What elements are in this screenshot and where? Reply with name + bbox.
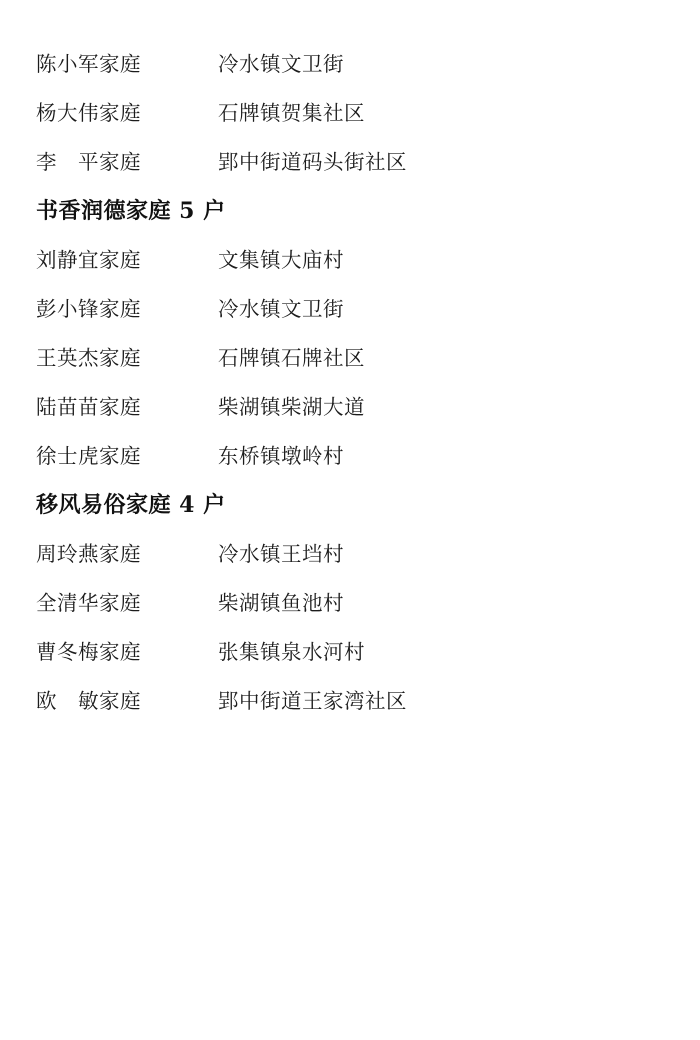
entry-location: 柴湖镇鱼池村 <box>218 591 344 615</box>
entry-family-name: 王英杰家庭 <box>36 346 141 370</box>
list-item <box>36 334 644 383</box>
entry-location: 石牌镇石牌社区 <box>218 346 365 370</box>
entry-family-name: 陆苗苗家庭 <box>36 395 141 419</box>
entry-family-name: 李 平家庭 <box>36 150 141 174</box>
entry-location: 文集镇大庙村 <box>218 248 344 272</box>
entry-family-name: 欧 敏家庭 <box>36 689 141 713</box>
list-item <box>36 383 644 432</box>
entry-location: 冷水镇文卫街 <box>218 297 344 321</box>
list-item <box>36 236 644 285</box>
entry-location: 冷水镇文卫街 <box>218 52 344 76</box>
list-item <box>36 285 644 334</box>
entry-family-name: 杨大伟家庭 <box>36 101 141 125</box>
entry-family-name: 曹冬梅家庭 <box>36 640 141 664</box>
entry-location: 冷水镇王垱村 <box>218 542 344 566</box>
entry-family-name: 徐士虎家庭 <box>36 444 141 468</box>
list-item <box>36 89 644 138</box>
section-heading: 书香润德家庭 5 户 <box>36 198 226 224</box>
entry-location: 石牌镇贺集社区 <box>218 101 365 125</box>
entry-family-name: 陈小军家庭 <box>36 52 141 76</box>
document-body <box>36 40 644 726</box>
entry-family-name: 周玲燕家庭 <box>36 542 141 566</box>
list-item <box>36 40 644 89</box>
section-heading: 移风易俗家庭 4 户 <box>36 492 226 518</box>
entry-family-name: 刘静宜家庭 <box>36 248 141 272</box>
entry-location: 东桥镇墩岭村 <box>218 444 344 468</box>
list-item <box>36 628 644 677</box>
list-item <box>36 432 644 481</box>
entry-family-name: 彭小锋家庭 <box>36 297 141 321</box>
entry-location: 张集镇泉水河村 <box>218 640 365 664</box>
list-item <box>36 138 644 187</box>
list-item <box>36 530 644 579</box>
list-item <box>36 677 644 726</box>
entry-family-name: 全清华家庭 <box>36 591 141 615</box>
list-item <box>36 579 644 628</box>
entry-location: 郢中街道王家湾社区 <box>218 689 407 713</box>
entry-location: 郢中街道码头街社区 <box>218 150 407 174</box>
entry-location: 柴湖镇柴湖大道 <box>218 395 365 419</box>
